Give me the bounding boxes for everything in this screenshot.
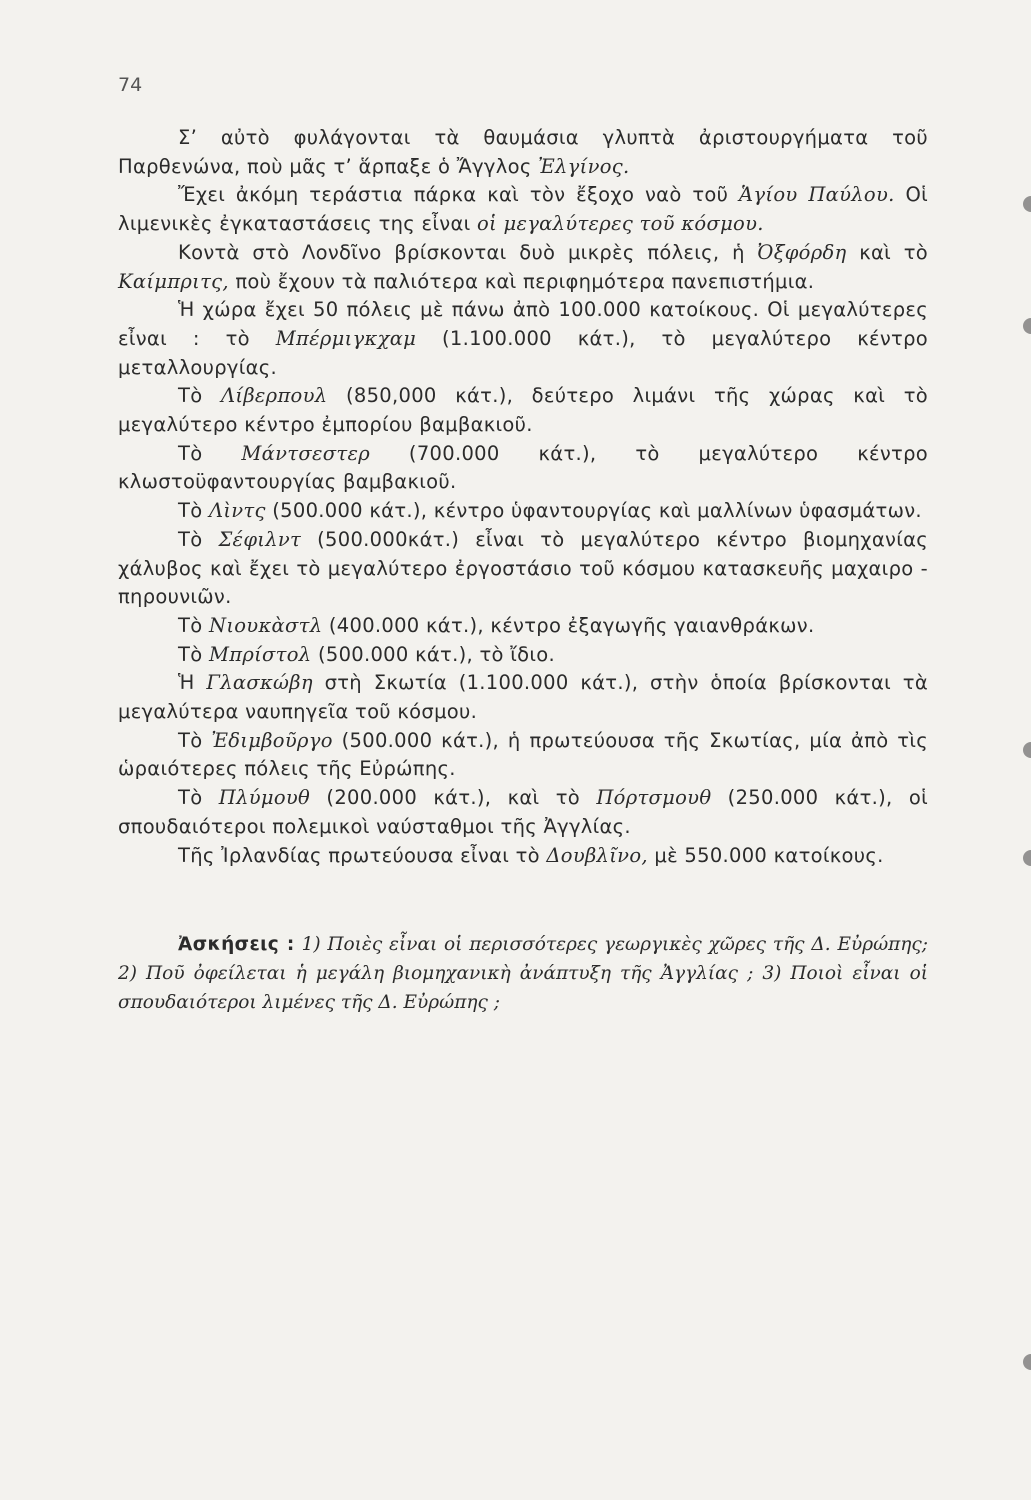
italic-name: Πόρτσμουθ xyxy=(596,786,712,810)
text-run: Τὸ xyxy=(178,728,212,752)
text-run: (500.000 κάτ.), τὸ ἴδιο. xyxy=(311,642,556,666)
paragraph xyxy=(118,239,928,296)
text-run: (200.000 κάτ.), καὶ τὸ xyxy=(310,786,597,810)
italic-name: Πλύμουθ xyxy=(218,786,311,810)
text-run: (500.000 κάτ.), ἡ πρωτεύουσα τῆς Σκωτίας, μία ἀπὸ τὶς ὡραιότερες πόλεις τῆς Εὐρώπης. xyxy=(118,728,928,781)
text-run: Τὸ xyxy=(178,384,222,408)
text-run: Τὸ xyxy=(178,642,209,666)
paragraph xyxy=(118,669,928,726)
italic-name: Ἁγίου Παύλου. xyxy=(739,183,895,207)
binding-mark xyxy=(1023,742,1031,758)
text-run: Σ’ αὐτὸ φυλάγονται τὰ θαυμάσια γλυπτὰ ἀριστουργήματα τοῦ Παρθενώνα, ποὺ μᾶς τ’ ἅρπαξε ὁ Ἄγγλος xyxy=(118,126,928,178)
paragraph xyxy=(118,526,928,612)
text-run: ποὺ ἔχουν τὰ παλιότερα καὶ περιφημότερα πανεπιστήμια. xyxy=(228,269,815,293)
text-run: μὲ 550.000 κατοίκους. xyxy=(647,843,884,867)
text-run: (850,000 κάτ.), δεύτερο λιμάνι τῆς χώρας καὶ τὸ μεγαλύτερο κέντρο ἐμπορίου βαμβακιοῦ. xyxy=(118,384,928,437)
italic-name: Λὶντς xyxy=(208,499,266,523)
italic-name: Λίβερπουλ xyxy=(221,384,328,408)
paragraph xyxy=(118,727,928,784)
paragraph xyxy=(118,382,928,439)
paragraph xyxy=(118,842,928,871)
italic-name: Μπρίστολ xyxy=(208,642,312,666)
binding-mark xyxy=(1023,1354,1031,1370)
italic-name: Δουβλῖνο, xyxy=(546,843,648,867)
binding-mark xyxy=(1023,196,1031,212)
paragraph xyxy=(118,641,928,670)
exercises-label: Ἀσκήσεις : xyxy=(178,934,295,955)
exercises-questions: 1) Ποιὲς εἶναι οἱ περισσότερες γεωργικὲς χῶρες τῆς Δ. Εὐρώπης; 2) Ποῦ ὀφείλεται ἡ μεγάλη βιομηχανικὴ ἀνάπτυξη τῆς Ἀγγλίας ; 3) Ποιοὶ εἶναι οἱ σπουδαιότεροι λιμένες τῆς Δ. Εὐρώπης ; xyxy=(118,934,928,1013)
italic-name: Ἐδιμβοῦργο xyxy=(211,728,333,752)
text-run: Κοντὰ στὸ Λονδῖνο βρίσκονται δυὸ μικρὲς πόλεις, ἡ xyxy=(178,240,758,264)
text-run: (500.000κάτ.) εἶναι τὸ μεγαλύτερο κέντρο βιομηχανίας χάλυβος καὶ ἔχει τὸ μεγαλύτερο ἐργοστάσιο τοῦ κόσμου κατασκευῆς μαχαιρο - πηρουνιῶν. xyxy=(118,527,928,609)
paragraph xyxy=(118,784,928,841)
text-run: (1.100.000 κάτ.), τὸ μεγαλύτερο κέντρο μεταλλουργίας. xyxy=(118,326,929,379)
italic-name: Ὀξφόρδη xyxy=(757,240,847,264)
paragraph xyxy=(118,497,928,526)
paragraph xyxy=(118,612,928,641)
italic-name: Σέφιλντ xyxy=(218,527,302,551)
body-text xyxy=(118,124,928,870)
italic-name: οἱ μεγαλύτερες τοῦ κόσμου. xyxy=(477,212,764,236)
paragraph xyxy=(118,440,928,497)
text-run: (700.000 κάτ.), τὸ μεγαλύτερο κέντρο κλωστοϋφαντουργίας βαμβακιοῦ. xyxy=(118,441,928,494)
italic-name: Μάντσεστερ xyxy=(241,441,370,465)
text-run: Τὸ xyxy=(178,527,219,551)
italic-name: Ἐλγίνος. xyxy=(538,154,630,178)
text-run: στὴ Σκωτία (1.100.000 κάτ.), στὴν ὁποία βρίσκονται τὰ μεγαλύτερα ναυπηγεῖα τοῦ κόσμου. xyxy=(118,671,928,724)
italic-name: Γλασκώβη xyxy=(206,671,313,695)
binding-mark xyxy=(1023,318,1031,334)
text-run: καὶ τὸ xyxy=(846,240,928,264)
text-run: Τὸ xyxy=(178,786,219,810)
text-run: Τῆς Ἰρλανδίας πρωτεύουσα εἶναι τὸ xyxy=(178,843,547,867)
text-run: Τὸ xyxy=(178,441,242,465)
binding-mark xyxy=(1023,850,1031,866)
text-run: Ἡ xyxy=(178,671,207,695)
text-run: Ἔχει ἀκόμη τεράστια πάρκα καὶ τὸν ἔξοχο ναὸ τοῦ xyxy=(178,183,740,207)
text-run: (250.000 κάτ.), οἱ σπουδαιότεροι πολεμικοὶ ναύσταθμοι τῆς Ἀγγλίας. xyxy=(118,786,928,838)
text-run: Τὸ xyxy=(178,613,209,637)
exercises-section xyxy=(118,930,928,1017)
text-run: Τὸ xyxy=(178,499,209,523)
paragraph xyxy=(118,181,928,238)
page-number: 74 xyxy=(118,74,143,96)
paragraph xyxy=(118,296,928,382)
italic-name: Καίμπριτς, xyxy=(118,269,229,293)
italic-name: Νιουκὰστλ xyxy=(208,613,323,637)
text-run: Οἱ λιμενικὲς ἐγκαταστάσεις της εἶναι xyxy=(118,183,928,236)
text-run: (400.000 κάτ.), κέντρο ἐξαγωγῆς γαιανθράκων. xyxy=(322,613,815,637)
text-run: (500.000 κάτ.), κέντρο ὑφαντουργίας καὶ μαλλίνων ὑφασμάτων. xyxy=(265,499,922,523)
text-run: Ἡ χώρα ἔχει 50 πόλεις μὲ πάνω ἀπὸ 100.000 κατοίκους. Οἱ μεγαλύτερες εἶναι : τὸ xyxy=(118,298,928,350)
paragraph xyxy=(118,124,928,181)
italic-name: Μπέρμιγκχαμ xyxy=(275,326,417,350)
